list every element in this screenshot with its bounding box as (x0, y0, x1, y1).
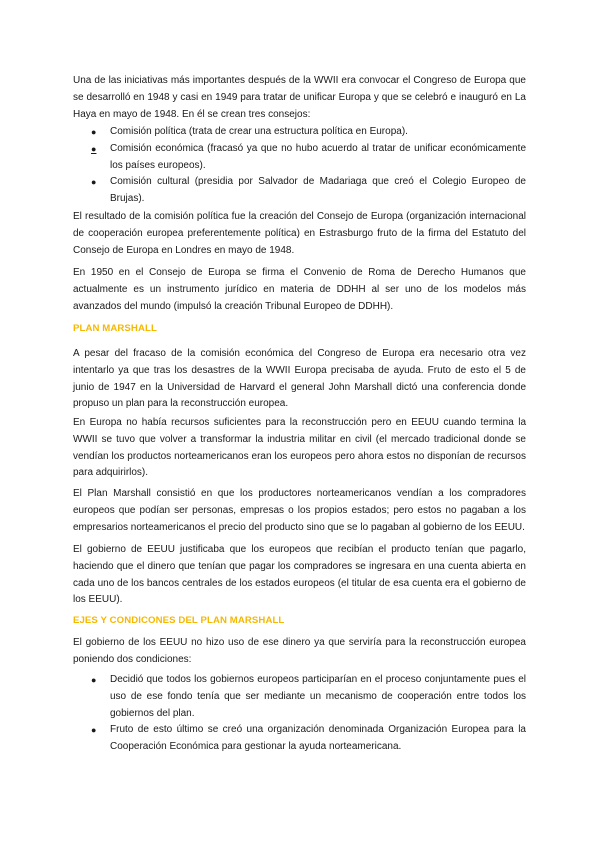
paragraph-justificaba: El gobierno de EEUU justificaba que los europeos que recibían el producto tenían que pagarlo, haciendo que el dinero que tenían que pagar los compradores se ingresara en una cuenta abierta en cada uno de los bancos centrales de los estados europeos (el titular de esa cuenta era el gobierno de los EEUU). (73, 544, 526, 606)
paragraph-consejo-europa: El resultado de la comisión política fue la creación del Consejo de Europa (organización internacional de cooperación europea preferentemente política) en Estrasburgo fruto de la firma del Estatuto del Consejo de Europa en Londres en mayo de 1948. (73, 211, 526, 256)
list-item (73, 722, 526, 756)
council-economica: Comisión económica (fracasó ya que no hubo acuerdo al tratar de unificar económicamente los países europeos). (110, 142, 526, 171)
conditions-list (73, 672, 526, 756)
paragraph-consistio: El Plan Marshall consistió en que los productores norteamericanos vendían a los compradores europeos que podían ser personas, empresas o los propios estados; pero estos no pagaban a los empresarios norteamericanos el precio del producto sino que se lo pagaban al gobierno de los EEUU. (73, 488, 526, 533)
bullet-icon: ● (91, 127, 97, 137)
paragraph-dos-condiciones: El gobierno de los EEUU no hizo uso de ese dinero ya que serviría para la reconstrucción europea poniendo dos condiciones: (73, 637, 526, 665)
list-item (73, 124, 526, 141)
condition-oece: Fruto de esto último se creó una organización denominada Organización Europea para la Cooperación Económica para gestionar la ayuda norteamericana. (110, 724, 526, 753)
bullet-icon: ● (91, 725, 97, 736)
condition-cooperacion: Decidió que todos los gobiernos europeos participarían en el proceso conjuntamente pues el uso de ese fondo tenía que ser mediante un mecanismo de cooperación entre todos los gobiernos del plan. (110, 674, 526, 719)
heading-plan-marshall: PLAN MARSHALL (73, 323, 157, 334)
bullet-icon: ● (91, 143, 97, 154)
paragraph-convenio-roma: En 1950 en el Consejo de Europa se firma el Convenio de Roma de Derecho Humanos que actualmente es un instrumento jurídico en materia de DDHH al ser uno de los modelos más avanzados del mundo (impulsó la creación Tribunal Europeo de DDHH). (73, 267, 526, 312)
heading-ejes-condiciones: EJES Y CONDICONES DEL PLAN MARSHALL (73, 615, 285, 626)
council-cultural: Comisión cultural (presidia por Salvador de Madariaga que creó el Colegio Europeo de Brujas). (110, 176, 526, 205)
list-item (73, 141, 526, 175)
paragraph-congreso-europa: Una de las iniciativas más importantes después de la WWII era convocar el Congreso de Europa que se desarrolló en 1948 y casi en 1949 para tratar de unificar Europa y que se celebró e inauguró en La Haya en mayo de 1948. En él se crean tres consejos: (73, 75, 526, 120)
bullet-icon: ● (91, 177, 97, 188)
bullet-icon: ● (91, 675, 97, 685)
councils-list (73, 124, 526, 208)
council-politica: Comisión política (trata de crear una estructura política en Europa). (110, 126, 408, 137)
list-item (73, 672, 526, 722)
paragraph-harvard: A pesar del fracaso de la comisión económica del Congreso de Europa era necesario otra vez intentarlo ya que tras los desastres de la WWII Europa precisaba de ayuda. Fruto de esto el 5 de junio de 1947 en la Universidad de Harvard el general John Marshall dictó una conferencia donde propuso un plan para la reconstrucción europea. (73, 348, 526, 410)
list-item (73, 174, 526, 208)
paragraph-recursos: En Europa no había recursos suficientes para la reconstrucción pero en EEUU cuando termina la WWII se tuvo que volver a transformar la industria militar en civil (el mercado tradicional donde se vendían los productos norteamericanos eran los europeos pero ahora estos no disponían de recursos para adquirirlos). (73, 417, 526, 479)
